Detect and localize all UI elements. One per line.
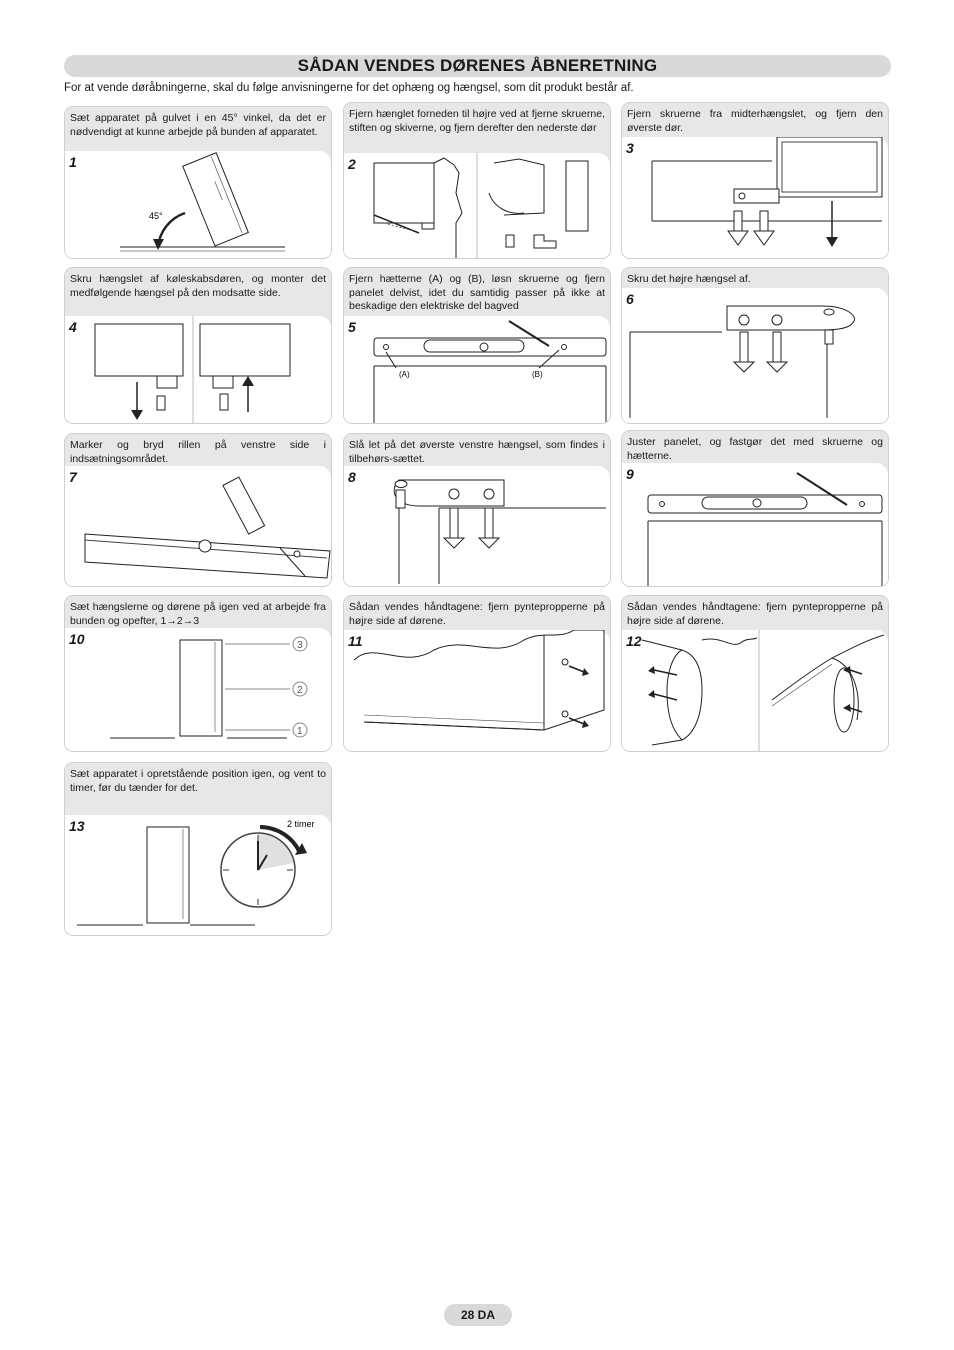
step-2-illustration: [344, 153, 610, 258]
step-5-illustration: [344, 316, 610, 423]
step-4-illustration: [65, 316, 331, 423]
step-card-4: [64, 267, 332, 424]
step-card-1: [64, 106, 332, 259]
step-9-text: Juster panelet, og fastgør det med skruerne og hætterne.: [627, 436, 883, 462]
step-6-illustration: [622, 288, 888, 423]
step-11-illustration: [344, 630, 610, 751]
step-13-illustration: [65, 815, 331, 935]
step-9-number: 9: [626, 466, 634, 482]
step-10-text: Sæt hængslerne og dørene på igen ved at arbejde fra bunden og opefter, 1→2→3: [70, 601, 326, 627]
step-6-number: 6: [626, 291, 634, 307]
step-4-text: Skru hængslet af køleskabsdøren, og monter det medfølgende hængsel på den modsatte side.: [70, 273, 326, 299]
step-2-number: 2: [348, 156, 356, 172]
step-10-illustration: [65, 628, 331, 751]
step-6-text: Skru det højre hængsel af.: [627, 273, 751, 285]
step-12-text: Sådan vendes håndtagene: fjern pyntepropperne på højre side af dørene.: [627, 601, 883, 627]
step-card-11: [343, 595, 611, 752]
page-title-bar: [64, 55, 891, 77]
step-7-text: Marker og bryd rillen på venstre side i indsætningsområdet.: [70, 439, 326, 465]
step-11-text: Sådan vendes håndtagene: fjern pyntepropperne på højre side af dørene.: [349, 601, 605, 627]
step-card-3: [621, 102, 889, 259]
angle-label: 45°: [149, 211, 163, 221]
step-card-13: [64, 762, 332, 936]
step-card-5: [343, 267, 611, 424]
step-card-8: [343, 433, 611, 587]
step-13-number: 13: [69, 818, 85, 834]
step-4-number: 4: [69, 319, 77, 335]
step-1-number: 1: [69, 154, 77, 170]
step-3-text: Fjern skruerne fra midterhængslet, og fjern den øverste dør.: [627, 108, 883, 134]
label-a: (A): [399, 370, 410, 379]
step-12-number: 12: [626, 633, 642, 649]
step-8-illustration: [344, 466, 610, 586]
step-card-10: [64, 595, 332, 752]
step-card-7: [64, 433, 332, 587]
step-1-illustration: [65, 151, 331, 258]
seq-3: 3: [193, 614, 200, 627]
marker-1: 1: [297, 726, 303, 737]
step-2-text: Fjern hænglet forneden til højre ved at fjerne skruerne, stiften og skiverne, og fjern derefter den nederste dør: [349, 108, 605, 134]
step-3-illustration: [622, 137, 888, 258]
step-3-number: 3: [626, 140, 634, 156]
step-12-illustration: [622, 630, 888, 751]
step-1-text: Sæt apparatet på gulvet i en 45° vinkel, da det er nødvendigt at kunne arbejde på bunden af apparatet.: [70, 112, 326, 138]
page-number: 28 DA: [444, 1304, 512, 1326]
marker-2: 2: [297, 685, 303, 696]
step-5-number: 5: [348, 319, 356, 335]
timer-label: 2 timer: [287, 819, 315, 829]
step-10-number: 10: [69, 631, 85, 647]
step-9-illustration: [622, 463, 888, 586]
step-8-number: 8: [348, 469, 356, 485]
step-11-number: 11: [348, 633, 363, 649]
page-title: SÅDAN VENDES DØRENES ÅBNERETNING: [297, 56, 658, 75]
step-7-illustration: [65, 466, 331, 586]
intro-text: For at vende døråbningerne, skal du følge anvisningerne for det ophæng og hængsel, som dit produkt består af.: [64, 82, 634, 94]
step-5-text: Fjern hætterne (A) og (B), løsn skruerne og fjern panelet delvist, idet du samtidig passer på ikke at beskadige den elektriske del bagved: [349, 273, 605, 312]
step-7-number: 7: [69, 469, 77, 485]
step-card-6: [621, 267, 889, 424]
step-8-text: Slå let på det øverste venstre hængsel, som findes i tilbehørs-sættet.: [349, 439, 605, 465]
step-card-2: [343, 102, 611, 259]
step-13-text: Sæt apparatet i opretstående position igen, og vent to timer, før du tænder for det.: [70, 768, 326, 794]
label-b: (B): [532, 370, 543, 379]
seq-1: 1: [160, 614, 167, 627]
step-card-12: [621, 595, 889, 752]
seq-2: 2: [176, 614, 183, 627]
step-card-9: [621, 430, 889, 587]
step-10-text-main: Sæt hængslerne og dørene på igen ved at arbejde fra bunden og opefter,: [70, 601, 326, 627]
marker-3: 3: [297, 640, 303, 651]
